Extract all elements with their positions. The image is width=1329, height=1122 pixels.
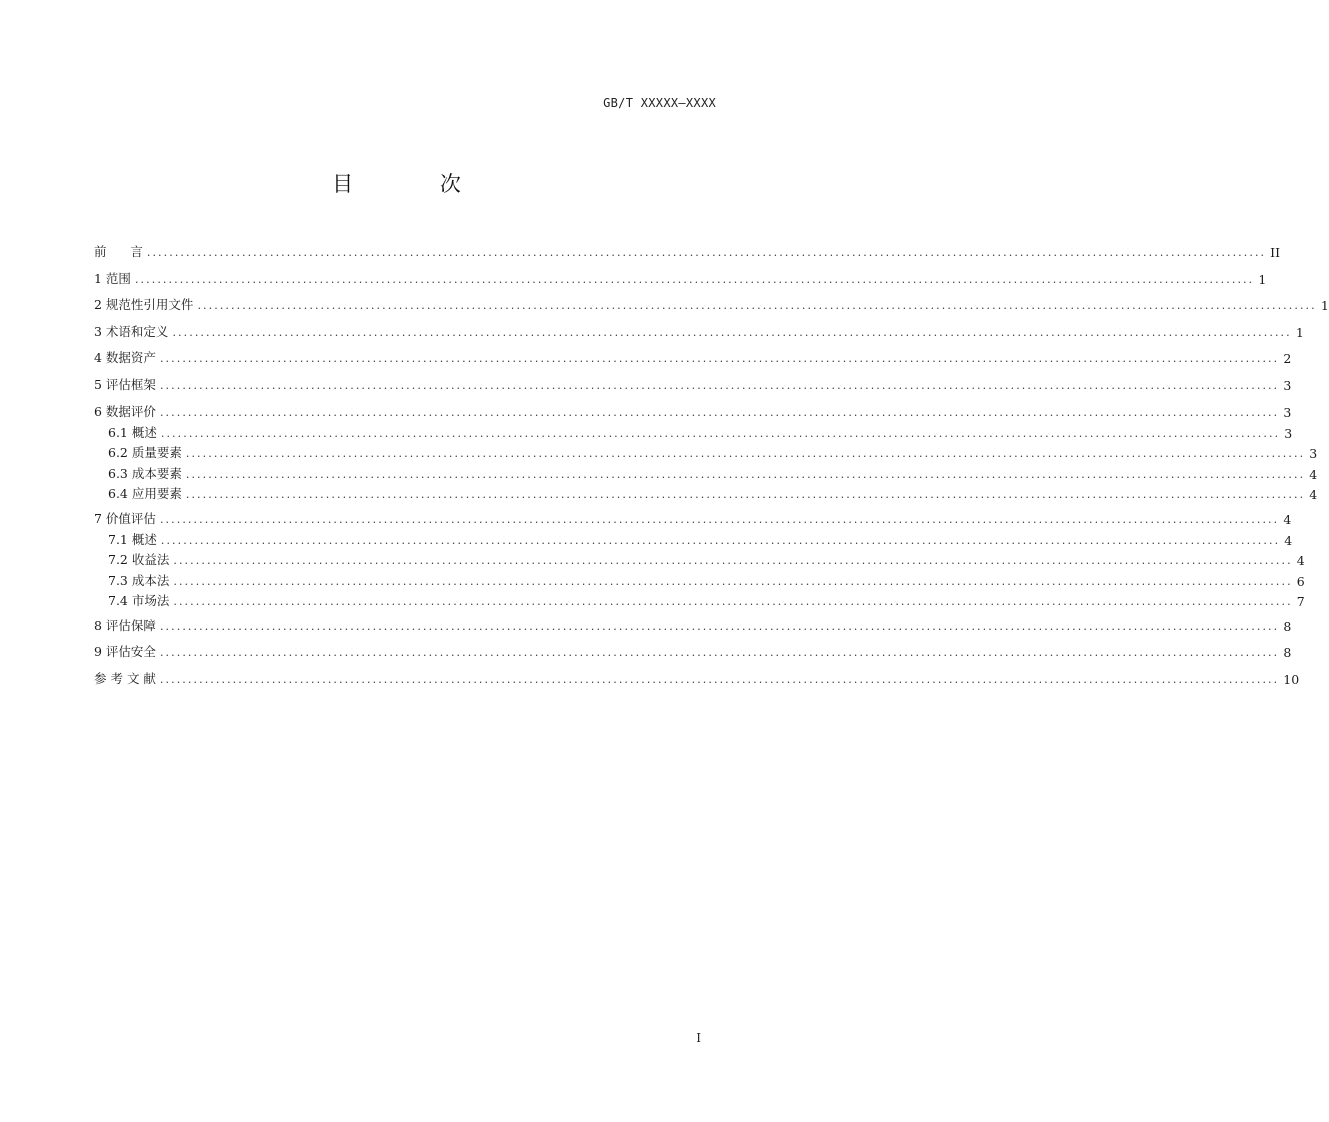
toc-leader-dots: ........................................................................................................................................................................................................ — [185, 488, 1306, 501]
toc-leader-dots: ........................................................................................................................................................................................................ — [197, 299, 1317, 312]
toc-entry-label: 9 评估安全 — [94, 644, 156, 659]
toc-leader-dots: ........................................................................................................................................................................................................ — [159, 352, 1280, 365]
toc-entry-page: 1 — [1258, 272, 1267, 287]
toc-leader-dots: ........................................................................................................................................................................................................ — [160, 534, 1281, 547]
toc-leader-dots: ........................................................................................................................................................................................................ — [159, 620, 1280, 633]
toc-entry-label: 3 术语和定义 — [94, 324, 169, 339]
toc-entry-label: 7.1 概述 — [108, 532, 157, 547]
toc-entry-page: 3 — [1283, 405, 1292, 420]
toc-entry-page: 4 — [1309, 487, 1318, 502]
toc-entry-page: 7 — [1296, 594, 1305, 609]
toc-entry-label: 7.2 收益法 — [108, 552, 170, 567]
toc-entry-label: 参 考 文 献 — [94, 671, 156, 686]
toc-entry[interactable] — [94, 569, 1305, 589]
toc-entry[interactable] — [94, 293, 1329, 313]
toc-entry-page: 3 — [1283, 378, 1292, 393]
toc-entry-label: 7 价值评估 — [94, 511, 156, 526]
toc-entry[interactable] — [94, 548, 1305, 568]
toc-entry-page: 4 — [1284, 533, 1293, 548]
toc-entry-page: 10 — [1283, 672, 1300, 687]
toc-entry[interactable] — [94, 421, 1293, 441]
toc-entry-label: 6.1 概述 — [108, 425, 157, 440]
toc-leader-dots: ........................................................................................................................................................................................................ — [185, 468, 1306, 481]
toc-entry[interactable] — [94, 373, 1292, 393]
toc-leader-dots: ........................................................................................................................................................................................................ — [159, 646, 1280, 659]
toc-entry-page: 6 — [1296, 574, 1305, 589]
toc-entry[interactable] — [94, 240, 1281, 260]
toc-entry[interactable] — [94, 614, 1292, 634]
toc-entry-page: 4 — [1296, 553, 1305, 568]
toc-entry-page: 2 — [1283, 351, 1292, 366]
toc-entry[interactable] — [94, 441, 1318, 461]
toc-entry[interactable] — [94, 667, 1300, 687]
toc-entry-label: 6.3 成本要素 — [108, 466, 182, 481]
toc-entry-label: 前 言 — [94, 244, 143, 259]
toc-leader-dots: ........................................................................................................................................................................................................ — [173, 554, 1293, 567]
toc-entry[interactable] — [94, 320, 1304, 340]
toc-leader-dots: ........................................................................................................................................................................................................ — [159, 379, 1280, 392]
toc-entry[interactable] — [94, 589, 1305, 609]
toc-entry-label: 6.4 应用要素 — [108, 486, 182, 501]
toc-leader-dots: ........................................................................................................................................................................................................ — [146, 246, 1267, 259]
toc-entry[interactable] — [94, 462, 1318, 482]
toc-entry-label: 6 数据评价 — [94, 404, 156, 419]
toc-leader-dots: ........................................................................................................................................................................................................ — [159, 513, 1280, 526]
toc-entry[interactable] — [94, 400, 1292, 420]
toc-entry-page: 1 — [1320, 298, 1329, 313]
toc-entry[interactable] — [94, 640, 1292, 660]
toc-entry-label: 4 数据资产 — [94, 350, 156, 365]
toc-leader-dots: ........................................................................................................................................................................................................ — [173, 595, 1293, 608]
toc-entry-page: 4 — [1309, 467, 1318, 482]
toc-entry-label: 7.3 成本法 — [108, 573, 170, 588]
footer-page-number: I — [696, 1031, 701, 1045]
toc-entry[interactable] — [94, 267, 1267, 287]
toc-leader-dots: ........................................................................................................................................................................................................ — [134, 273, 1255, 286]
toc-leader-dots: ........................................................................................................................................................................................................ — [173, 575, 1293, 588]
toc-entry[interactable] — [94, 482, 1318, 502]
toc-entry-page: 3 — [1284, 426, 1293, 441]
toc-leader-dots: ........................................................................................................................................................................................................ — [185, 447, 1306, 460]
toc-entry-page: 8 — [1283, 619, 1292, 634]
page-title: 目 次 — [332, 172, 501, 196]
toc-leader-dots: ........................................................................................................................................................................................................ — [159, 673, 1280, 686]
toc-leader-dots: ........................................................................................................................................................................................................ — [172, 326, 1292, 339]
standard-code: GB/T XXXXX—XXXX — [603, 96, 716, 110]
toc-entry-label: 2 规范性引用文件 — [94, 297, 194, 312]
toc-entry-page: 1 — [1295, 325, 1304, 340]
toc-entry-label: 5 评估框架 — [94, 377, 156, 392]
toc-leader-dots: ........................................................................................................................................................................................................ — [160, 427, 1281, 440]
toc-entry-page: 8 — [1283, 645, 1292, 660]
toc-entry-page: II — [1270, 245, 1281, 260]
toc-entry-label: 6.2 质量要素 — [108, 445, 182, 460]
toc-entry-label: 1 范围 — [94, 271, 131, 286]
toc-entry[interactable] — [94, 507, 1292, 527]
toc-entry-label: 8 评估保障 — [94, 618, 156, 633]
toc-entry[interactable] — [94, 528, 1293, 548]
toc-entry-page: 4 — [1283, 512, 1292, 527]
toc-leader-dots: ........................................................................................................................................................................................................ — [159, 406, 1280, 419]
toc-entry-page: 3 — [1309, 446, 1318, 461]
toc-entry-label: 7.4 市场法 — [108, 593, 170, 608]
toc-entry[interactable] — [94, 346, 1292, 366]
